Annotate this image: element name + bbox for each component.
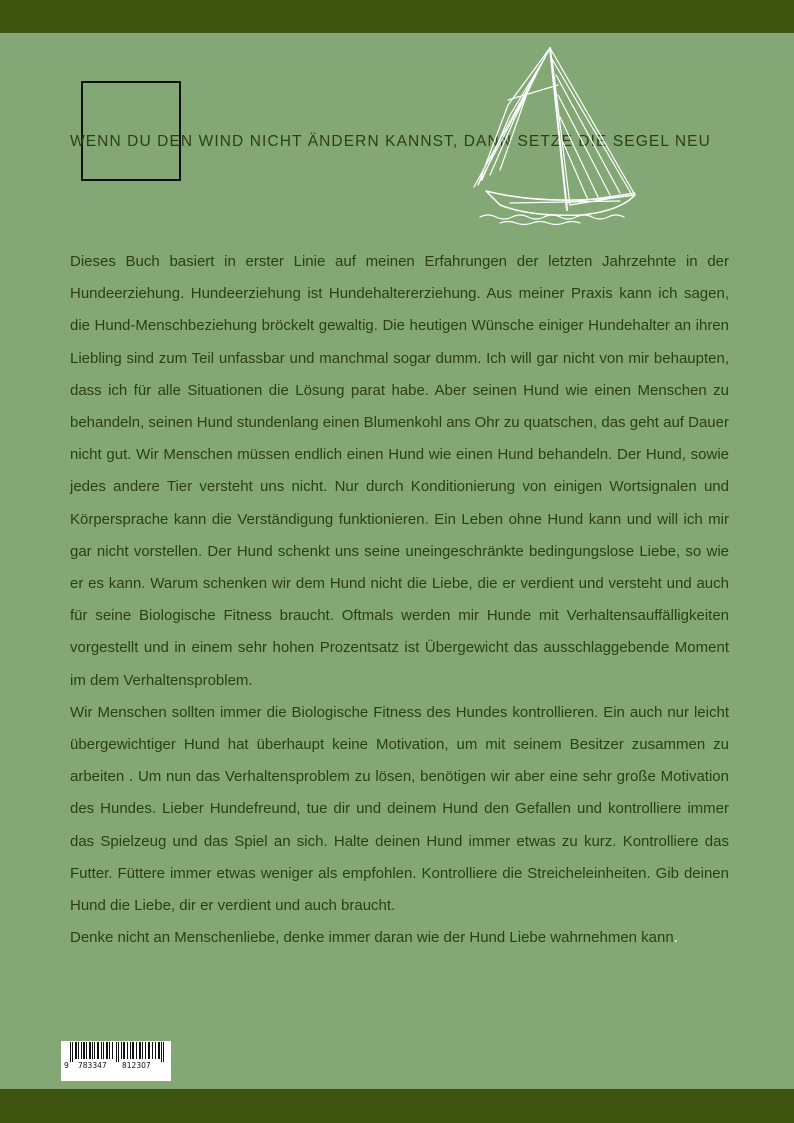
closing-dot: .	[673, 929, 678, 947]
description-paragraph: Dieses Buch basiert in erster Linie auf meinen Erfahrungen der letzten Jahrzehnte in der Hundeerziehung. Hundeerziehung ist Hundehaltererziehung. Aus meiner Praxis kann ich sagen, die Hund-Menschbeziehung bröckelt gewaltig. Die heutigen Wünsche einiger Hundehalter an ihren Liebling sind zum Teil unfassbar und manchmal sogar dumm. Ich will gar nicht von mir behaupten, dass ich für alle Situationen die Lösung parat habe. Aber seinen Hund wie einen Menschen zu behandeln, seinen Hund stundenlang einen Blumenkohl ans Ohr zu quatschen, das geht auf Dauer nicht gut. Wir Menschen müssen endlich einen Hund wie einen Hund behandeln. Der Hund, sowie jedes andere Tier versteht uns nicht. Nur durch Konditionierung von einigen Wortsignalen und Körpersprache kann die Verständigung funktionieren. Ein Leben ohne Hund kann und will ich mir gar nicht vorstellen. Der Hund schenkt uns seine uneingeschränkte bedingungslose Liebe, so wie er es kann. Warum schenken wir dem Hund nicht die Liebe, die er verdient und versteht und auch für seine Biologische Fitness braucht. Oftmals werden mir Hunde mit Verhaltensauffälligkeiten vorgestellt und in einem sehr hohen Prozentsatz ist Übergewicht das ausschlaggebende Moment im dem Verhaltensproblem.	[70, 253, 729, 689]
description-paragraph: Wir Menschen sollten immer die Biologische Fitness des Hundes kontrollieren. Ein auch nur leicht übergewichtiger Hund hat überhaupt keine Motivation, um mit seinem Besitzer zusammen zu arbeiten . Um nun das Verhaltensproblem zu lösen, benötigen wir aber eine sehr große Motivation des Hundes. Lieber Hundefreund, tue dir und deinem Hund den Gefallen und kontrolliere immer das Spielzeug und das Spiel an sich. Halte deinen Hund immer etwas zu kurz. Kontrolliere das Futter. Füttere immer etwas weniger als empfohlen. Kontrolliere die Streicheleinheiten. Gib deinen Hund die Liebe, dir er verdient und auch braucht.	[70, 703, 729, 915]
cover-description	[70, 246, 729, 954]
isbn-barcode	[61, 1041, 171, 1081]
bottom-band	[0, 1089, 794, 1123]
barcode-digits	[61, 1061, 171, 1073]
barcode-bars	[70, 1042, 164, 1062]
tagline: WENN DU DEN WIND NICHT ÄNDERN KANNST, DANN SETZE DIE SEGEL NEU	[70, 133, 711, 150]
closing-line	[70, 922, 729, 954]
barcode-right-group: 812307	[122, 1061, 151, 1070]
barcode-left-group: 783347	[78, 1061, 107, 1070]
barcode-lead-digit: 9	[64, 1061, 69, 1070]
image-frame-placeholder	[81, 81, 181, 181]
top-band	[0, 0, 794, 33]
closing-text: Denke nicht an Menschenliebe, denke immer daran wie der Hund Liebe wahrnehmen kann	[70, 929, 674, 947]
sailboat-illustration	[470, 45, 640, 225]
